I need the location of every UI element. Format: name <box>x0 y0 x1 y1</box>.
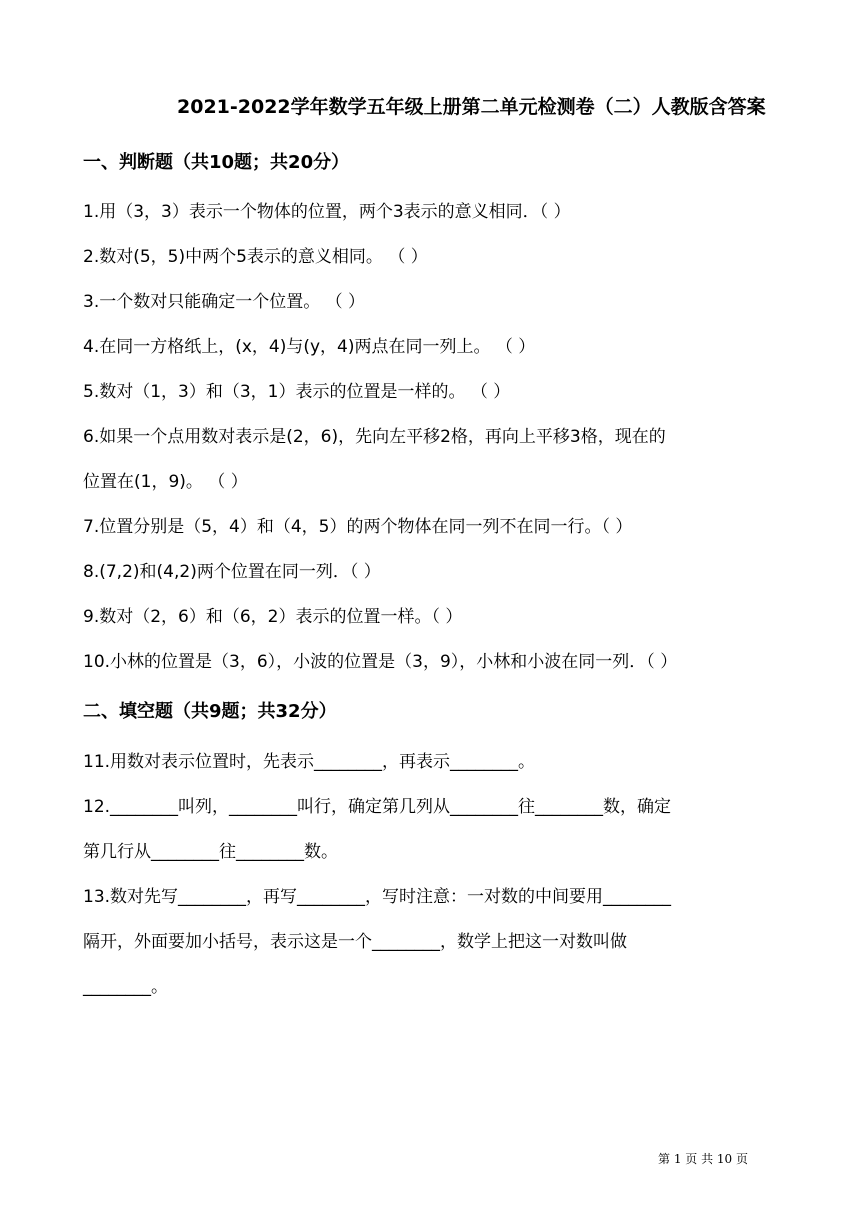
section-heading-judgment: 一、判断题（共10题；共20分） <box>83 152 350 173</box>
question-6: 6.如果一个点用数对表示是(2，6)，先向左平移2格，再向上平移3格，现在的 <box>83 427 666 447</box>
question-7: 7.位置分别是（5，4）和（4，5）的两个物体在同一列不在同一行。（ ） <box>83 517 633 537</box>
question-11: 11.用数对表示位置时，先表示________，再表示________。 <box>83 752 536 772</box>
question-13-continued: 隔开，外面要加小括号，表示这是一个________，数学上把这一对数叫做 <box>83 932 627 952</box>
document-title: 2021-2022学年数学五年级上册第二单元检测卷（二）人教版含答案 <box>177 96 766 118</box>
question-13-end: ________。 <box>83 977 168 997</box>
page-footer: 第 1 页 共 10 页 <box>658 1152 748 1166</box>
question-10: 10.小林的位置是（3，6），小波的位置是（3，9），小林和小波在同一列．（ ） <box>83 652 678 672</box>
question-9: 9.数对（2，6）和（6，2）表示的位置一样。（ ） <box>83 607 463 627</box>
question-8: 8.(7,2)和(4,2)两个位置在同一列．（ ） <box>83 562 381 582</box>
question-6-continued: 位置在(1，9)。 （ ） <box>83 472 248 492</box>
question-3: 3.一个数对只能确定一个位置。 （ ） <box>83 292 366 312</box>
question-12: 12.________叫列，________叫行，确定第几列从________往________数，确定 <box>83 797 672 817</box>
question-4: 4.在同一方格纸上，(x，4)与(y，4)两点在同一列上。 （ ） <box>83 337 536 357</box>
question-12-continued: 第几行从________往________数。 <box>83 842 338 862</box>
question-2: 2.数对(5，5)中两个5表示的意义相同。 （ ） <box>83 247 428 267</box>
question-5: 5.数对（1，3）和（3，1）表示的位置是一样的。 （ ） <box>83 382 511 402</box>
question-13: 13.数对先写________，再写________，写时注意：一对数的中间要用________ <box>83 887 672 907</box>
question-1: 1.用（3，3）表示一个物体的位置，两个3表示的意义相同．（ ） <box>83 202 571 222</box>
section-heading-fill-in: 二、填空题（共9题；共32分） <box>83 701 337 722</box>
